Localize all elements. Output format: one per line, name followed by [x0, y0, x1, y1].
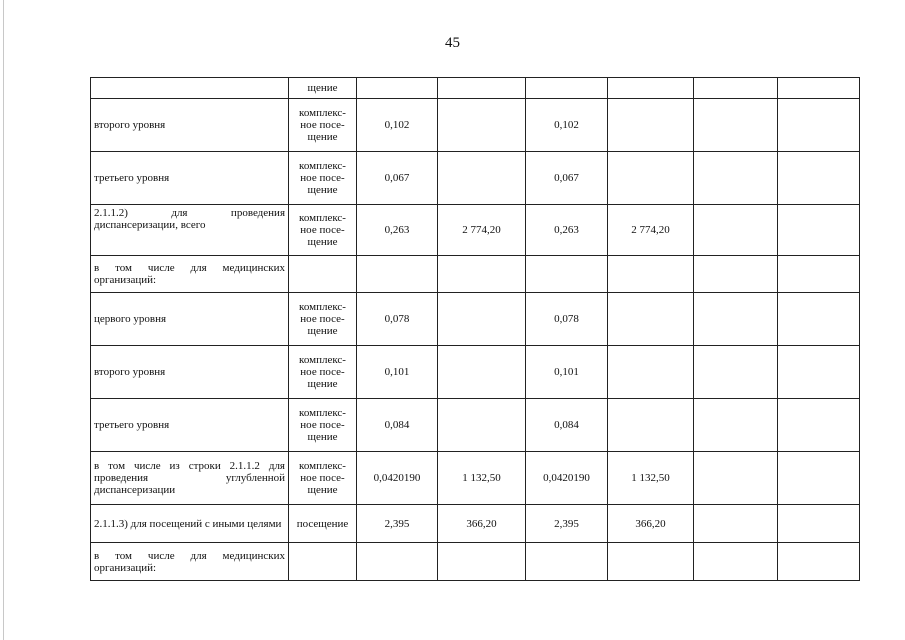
value-cell: 0,263 — [526, 205, 608, 256]
value-cell: 0,102 — [357, 99, 438, 152]
value-cell: 0,263 — [357, 205, 438, 256]
unit-cell — [289, 543, 357, 581]
value-cell — [778, 399, 860, 452]
value-cell: 2 774,20 — [438, 205, 526, 256]
value-cell: 0,101 — [357, 346, 438, 399]
value-cell — [778, 543, 860, 581]
table-row — [91, 452, 860, 505]
value-cell — [694, 78, 778, 99]
value-cell — [526, 78, 608, 99]
value-cell: 366,20 — [438, 505, 526, 543]
value-cell: 1 132,50 — [438, 452, 526, 505]
value-cell — [438, 256, 526, 293]
value-cell — [778, 99, 860, 152]
value-cell: 2,395 — [526, 505, 608, 543]
value-cell — [778, 205, 860, 256]
value-cell — [778, 293, 860, 346]
value-cell — [694, 505, 778, 543]
value-cell — [694, 543, 778, 581]
row-label: 2.1.1.3) для посещений с иными целями — [91, 505, 289, 543]
value-cell — [357, 543, 438, 581]
value-cell: 0,084 — [357, 399, 438, 452]
value-cell — [778, 452, 860, 505]
value-cell: 366,20 — [608, 505, 694, 543]
value-cell — [608, 543, 694, 581]
value-cell — [438, 78, 526, 99]
value-cell — [778, 256, 860, 293]
value-cell — [608, 293, 694, 346]
value-cell: 0,0420190 — [357, 452, 438, 505]
value-cell — [608, 399, 694, 452]
value-cell: 0,067 — [357, 152, 438, 205]
value-cell — [608, 256, 694, 293]
unit-cell: посещение — [289, 505, 357, 543]
value-cell — [438, 399, 526, 452]
value-cell — [438, 346, 526, 399]
value-cell: 2 774,20 — [608, 205, 694, 256]
unit-cell: комплекс- ное посе- щение — [289, 399, 357, 452]
value-cell — [694, 99, 778, 152]
value-cell — [778, 78, 860, 99]
page-number: 45 — [445, 35, 460, 51]
row-label: 2.1.1.2) для проведения диспансеризации, всего — [91, 205, 289, 256]
row-label: второго уровня — [91, 99, 289, 152]
value-cell — [608, 152, 694, 205]
value-cell — [608, 99, 694, 152]
value-cell — [438, 99, 526, 152]
table-row — [91, 505, 860, 543]
value-cell — [694, 452, 778, 505]
value-cell — [694, 346, 778, 399]
table-row — [91, 346, 860, 399]
unit-cell: комплекс- ное посе- щение — [289, 205, 357, 256]
value-cell: 2,395 — [357, 505, 438, 543]
unit-cell: комплекс- ное посе- щение — [289, 99, 357, 152]
unit-cell: щение — [289, 78, 357, 99]
row-label: в том числе из строки 2.1.1.2 для проведения углубленной диспансеризации — [91, 452, 289, 505]
table-row — [91, 99, 860, 152]
value-cell: 0,078 — [526, 293, 608, 346]
value-cell: 0,101 — [526, 346, 608, 399]
unit-cell: комплекс- ное посе- щение — [289, 293, 357, 346]
value-cell: 0,0420190 — [526, 452, 608, 505]
unit-cell: комплекс- ное посе- щение — [289, 346, 357, 399]
table-row — [91, 256, 860, 293]
unit-cell: комплекс- ное посе- щение — [289, 152, 357, 205]
value-cell: 0,102 — [526, 99, 608, 152]
value-cell — [438, 152, 526, 205]
value-cell: 0,078 — [357, 293, 438, 346]
value-cell — [438, 543, 526, 581]
table-row — [91, 543, 860, 581]
value-cell — [357, 78, 438, 99]
value-cell — [526, 256, 608, 293]
data-table — [90, 77, 860, 581]
row-label: в том числе для медицинских организаций: — [91, 256, 289, 293]
value-cell — [778, 505, 860, 543]
value-cell — [778, 346, 860, 399]
scan-edge-line — [3, 0, 4, 640]
row-label: цервого уровня — [91, 293, 289, 346]
row-label — [91, 78, 289, 99]
value-cell — [357, 256, 438, 293]
table-row — [91, 78, 860, 99]
value-cell — [608, 78, 694, 99]
unit-cell: комплекс- ное посе- щение — [289, 452, 357, 505]
value-cell — [694, 205, 778, 256]
unit-cell — [289, 256, 357, 293]
value-cell — [694, 152, 778, 205]
value-cell — [438, 293, 526, 346]
value-cell: 1 132,50 — [608, 452, 694, 505]
row-label: третьего уровня — [91, 399, 289, 452]
row-label: в том числе для медицинских организаций: — [91, 543, 289, 581]
value-cell — [526, 543, 608, 581]
table-row — [91, 293, 860, 346]
value-cell: 0,084 — [526, 399, 608, 452]
value-cell — [694, 293, 778, 346]
row-label: второго уровня — [91, 346, 289, 399]
row-label: третьего уровня — [91, 152, 289, 205]
table-row — [91, 152, 860, 205]
value-cell — [608, 346, 694, 399]
value-cell — [694, 256, 778, 293]
value-cell — [694, 399, 778, 452]
value-cell — [778, 152, 860, 205]
table-row — [91, 399, 860, 452]
value-cell: 0,067 — [526, 152, 608, 205]
table-row — [91, 205, 860, 256]
